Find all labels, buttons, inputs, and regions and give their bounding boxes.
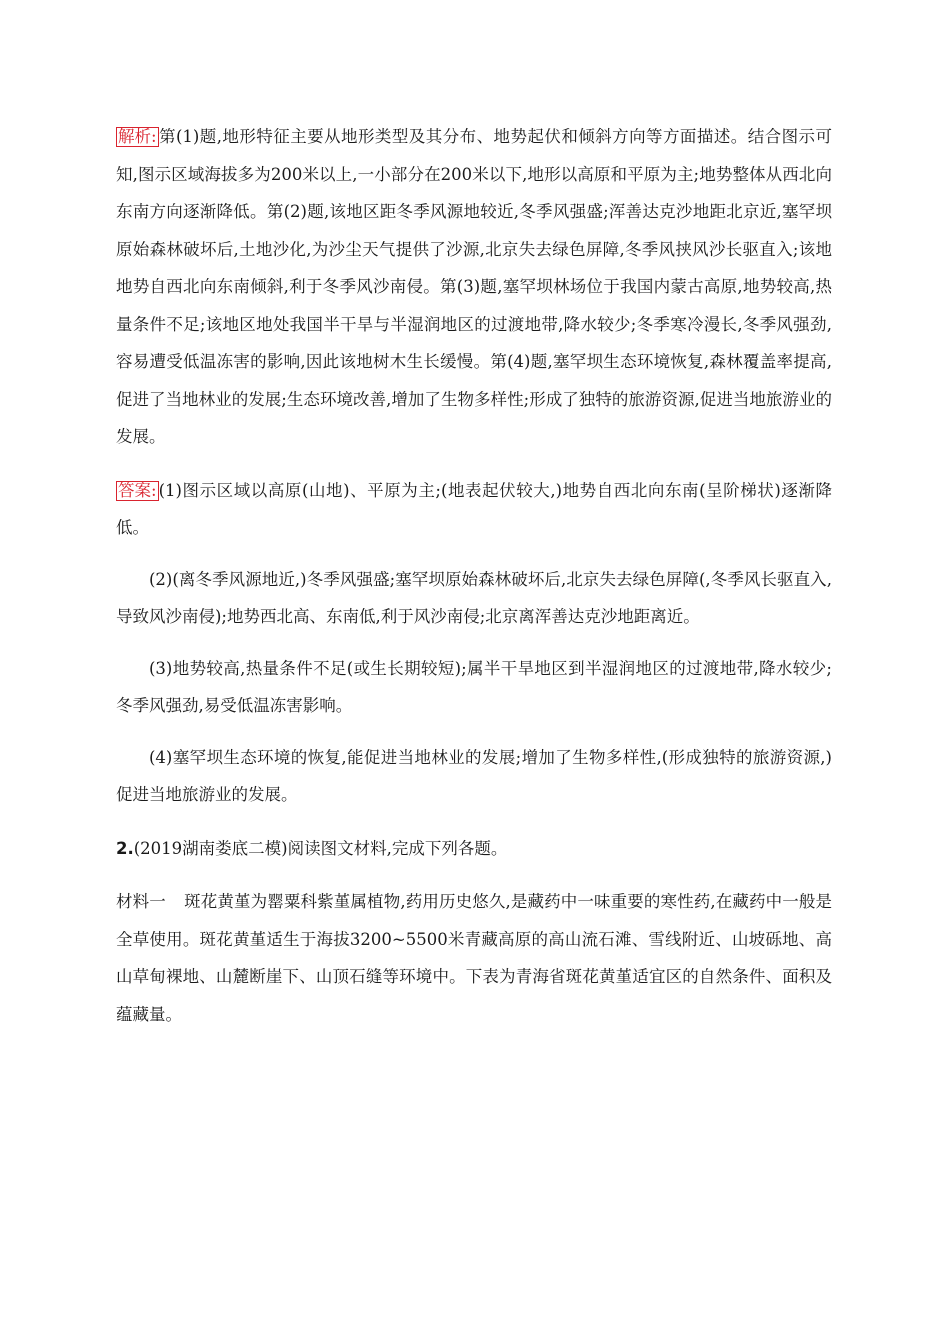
question-2-number: 2. bbox=[116, 838, 134, 858]
question-2-text: (2019湖南娄底二模)阅读图文材料,完成下列各题。 bbox=[133, 838, 508, 858]
analysis-paragraph bbox=[116, 118, 832, 456]
answer-item-1: (1)图示区域以高原(山地)、平原为主;(地表起伏较大,)地势自西北向东南(呈阶梯状)逐渐降低。 bbox=[116, 480, 832, 537]
material-1-text: 斑花黄堇为罂粟科紫堇属植物,药用历史悠久,是藏药中一味重要的寒性药,在藏药中一般是全草使用。斑花黄堇适生于海拔3200~5500米青藏高原的高山流石滩、雪线附近、山坡砾地、高山草甸裸地、山麓断崖下、山顶石缝等环境中。下表为青海省斑花黄堇适宜区的自然条件、面积及蕴藏量。 bbox=[116, 892, 832, 1024]
question-2-paragraph bbox=[116, 830, 832, 868]
answer-paragraph-1 bbox=[116, 472, 832, 547]
answer-paragraph-2: (2)(离冬季风源地近,)冬季风强盛;塞罕坝原始森林破坏后,北京失去绿色屏障(,冬季风长驱直入,导致风沙南侵);地势西北高、东南低,利于风沙南侵;北京离浑善达克沙地距离近。 bbox=[116, 569, 832, 626]
analysis-label: 解析: bbox=[118, 127, 157, 146]
analysis-text: 第(1)题,地形特征主要从地形类型及其分布、地势起伏和倾斜方向等方面描述。结合图示可知,图示区域海拔多为200米以上,一小部分在200米以下,地形以高原和平原为主;地势整体从西北向东南方向逐渐降低。第(2)题,该地区距冬季风源地较近,冬季风强盛;浑善达克沙地距北京近,塞罕坝原始森林破坏后,土地沙化,为沙尘天气提供了沙源,北京失去绿色屏障,冬季风挟风沙长驱直入;该地地势自西北向东南倾斜,利于冬季风沙南侵。第(3)题,塞罕坝林场位于我国内蒙古高原,地势较高,热量条件不足;该地区地处我国半干旱与半湿润地区的过渡地带,降水较少;冬季寒冷漫长,冬季风强劲,容易遭受低温冻害的影响,因此该地树木生长缓慢。第(4)题,塞罕坝生态环境恢复,森林覆盖率提高,促进了当地林业的发展;生态环境改善,增加了生物多样性;形成了独特的旅游资源,促进当地旅游业的发展。 bbox=[116, 127, 832, 446]
material-1-label: 材料一 bbox=[116, 892, 166, 911]
material-1-paragraph bbox=[116, 883, 832, 1033]
answer-label: 答案: bbox=[118, 480, 157, 500]
answer-paragraph-3: (3)地势较高,热量条件不足(或生长期较短);属半干旱地区到半湿润地区的过渡地带,降水较少;冬季风强劲,易受低温冻害影响。 bbox=[116, 658, 832, 715]
answer-paragraph-4: (4)塞罕坝生态环境的恢复,能促进当地林业的发展;增加了生物多样性,(形成独特的旅游资源,)促进当地旅游业的发展。 bbox=[116, 747, 832, 804]
document-page bbox=[116, 118, 832, 1033]
